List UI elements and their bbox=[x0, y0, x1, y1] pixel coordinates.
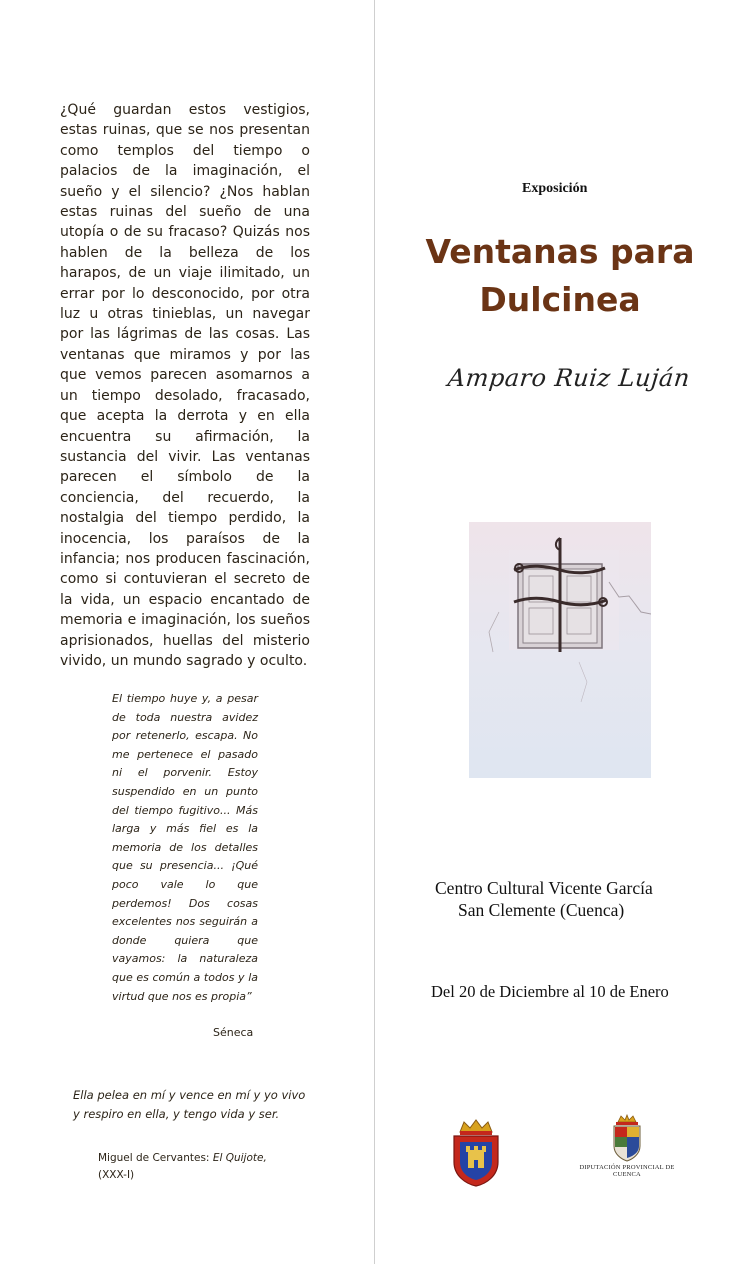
window-photo bbox=[469, 522, 651, 778]
diputacion-logo-text: DIPUTACIÓN PROVINCIAL DE CUENCA bbox=[579, 1164, 675, 1178]
municipal-crest-logo bbox=[448, 1118, 504, 1188]
venue bbox=[420, 877, 700, 921]
exhibition-dates: Del 20 de Diciembre al 10 de Enero bbox=[431, 982, 669, 1001]
artist-name: Amparo Ruiz Luján bbox=[446, 364, 692, 392]
seneca-author: Séneca bbox=[213, 1026, 254, 1039]
cervantes-quote: Ella pelea en mí y vence en mí y yo vivo y respiro en ella, y tengo vida y ser. bbox=[73, 1088, 306, 1121]
title-line-2: Dulcinea bbox=[479, 280, 641, 319]
venue-location: San Clemente (Cuenca) bbox=[458, 900, 625, 920]
fold-divider bbox=[374, 0, 375, 1264]
exhibition-title bbox=[410, 228, 710, 324]
cervantes-work: El Quijote, bbox=[212, 1152, 267, 1164]
exhibition-label: Exposición bbox=[522, 181, 588, 196]
title-line-1: Ventanas para bbox=[425, 232, 695, 271]
cervantes-attribution bbox=[98, 1150, 298, 1184]
diputacion-logo bbox=[568, 1114, 686, 1178]
seneca-quote: El tiempo huye y, a pesar de toda nuestra avidez por retenerlo, escapa. No me pertenece el pasado ni el porvenir. Estoy suspendido en un punto del tiempo fugitivo... Más larga y más fiel es la memoria de los detalles que su presencia... ¡Qué poco vale lo que perdemos! Dos cosas excelentes nos seguirán a donde quiera que vayamos: la naturaleza que es común a todos y la virtud que nos es propia” bbox=[112, 692, 258, 1003]
intro-paragraph: ¿Qué guardan estos vestigios, estas ruinas, que se nos presentan como templos del tiempo o palacios de la imaginación, el sueño y el silencio? ¿Nos hablan estas ruinas del sueño de una utopía o de su fracaso? Quizás nos hablen de la belleza de los harapos, de un viaje ilimitado, un errar por lo desconocido, por otra luz u otras tinieblas, un navegar por las lágrimas de las cosas. Las ventanas que miramos y por las que vemos parecen asomarnos a un tiempo desolado, fracasado, que acepta la derrota y en ella encuentra su afirmación, la sustancia del vivir. Las ventanas parecen el símbolo de la conciencia, del recuerdo, la nostalgia del tiempo perdido, la inocencia, los paraísos de la infancia; nos producen fascinación, como si contuvieran el secreto de la vida, un espacio encantado de memoria e imaginación, los sueños aprisionados, huellas del misterio vivido, un mundo sagrado y oculto. bbox=[60, 102, 310, 669]
cervantes-ref: (XXX-I) bbox=[98, 1169, 135, 1181]
venue-name: Centro Cultural Vicente García bbox=[435, 878, 653, 898]
cervantes-author: Miguel de Cervantes: bbox=[98, 1152, 210, 1164]
